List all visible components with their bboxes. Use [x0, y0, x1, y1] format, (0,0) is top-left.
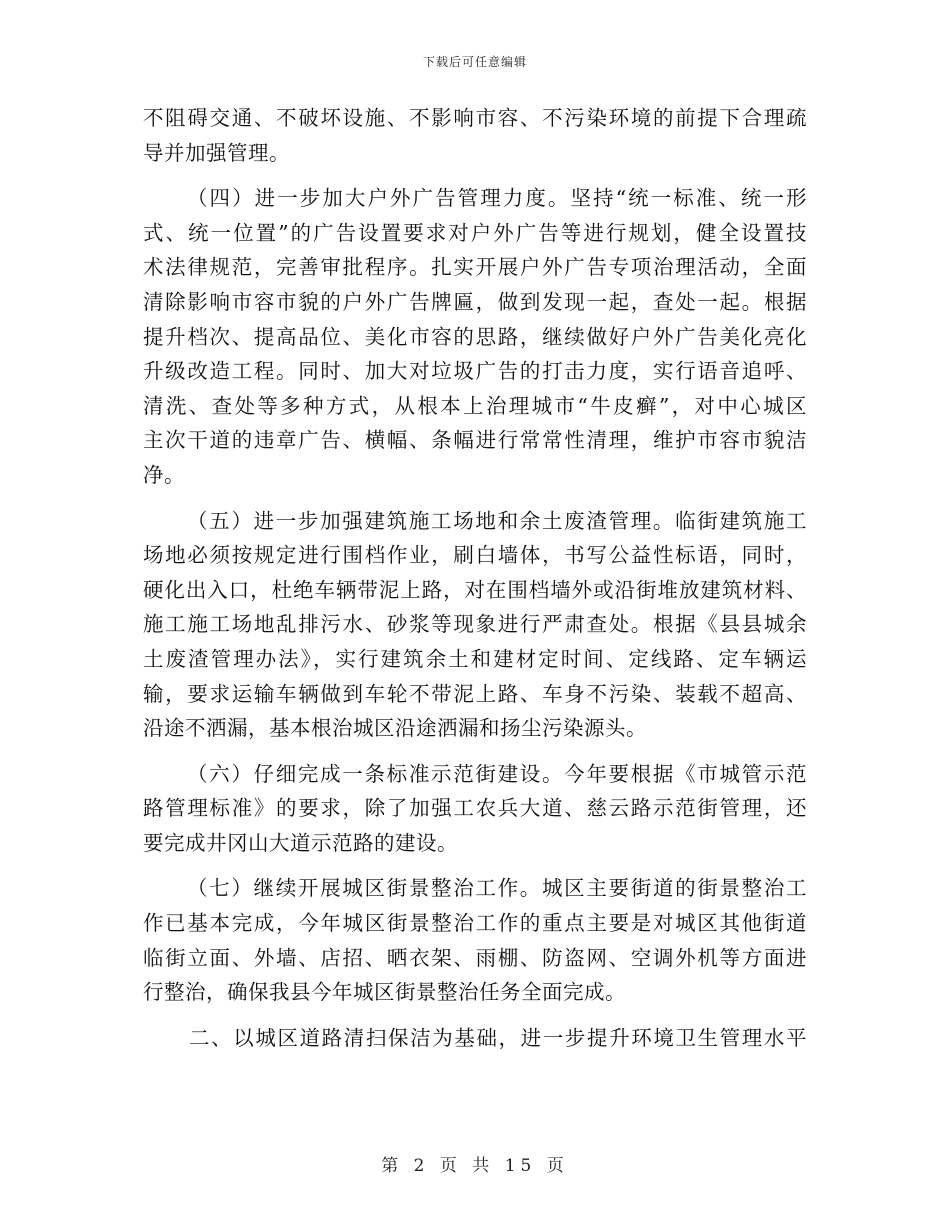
text-line: 硬化出入口，杜绝车辆带泥上路，对在围档墙外或沿街堆放建筑材料、 [143, 577, 807, 602]
text-line: 导并加强管理。 [143, 140, 290, 165]
text-line: 净。 [143, 462, 185, 487]
text-line: （七）继续开展城区街景整治工作。城区主要街道的街景整治工 [187, 876, 807, 901]
document-body [143, 101, 807, 1055]
text-line: 不阻碍交通、不破坏设施、不影响市容、不污染环境的前提下合理疏 [143, 106, 807, 130]
text-line: 沿途不洒漏，基本根治城区沿途洒漏和扬尘污染源头。 [143, 716, 647, 741]
page-footer: 第 2 页 共 15 页 [381, 1156, 569, 1176]
text-line: 路管理标准》的要求，除了加强工农兵大道、慈云路示范街管理，还 [143, 796, 807, 821]
text-line: 输，要求运输车辆做到车轮不带泥上路、车身不污染、装载不超高、 [143, 681, 807, 706]
text-line: 清洗、查处等多种方式，从根本上治理城市“牛皮癣”，对中心城区 [143, 393, 807, 418]
text-line: 清除影响市容市貌的户外广告牌匾，做到发现一起，查处一起。根据 [143, 289, 807, 314]
text-line: 式、统一位置”的广告设置要求对户外广告等进行规划，健全设置技 [143, 220, 807, 245]
section-heading [143, 1021, 807, 1056]
text-line: （四）进一步加大户外广告管理力度。坚持“统一标准、统一形 [187, 186, 807, 211]
text-line: （六）仔细完成一条标准示范街建设。今年要根据《市城管示范 [187, 761, 807, 786]
text-line: 土废渣管理办法》，实行建筑余土和建材定时间、定线路、定车辆运 [143, 646, 807, 671]
text-line: 行整治，确保我县今年城区街景整治任务全面完成。 [143, 980, 626, 1005]
text-line: 要完成井冈山大道示范路的建设。 [143, 830, 458, 855]
text-line: 场地必须按规定进行围档作业，刷白墙体，书写公益性标语，同时， [143, 543, 807, 568]
paragraph [143, 101, 807, 170]
paragraph [143, 871, 807, 1009]
text-line: 作已基本完成，今年城区街景整治工作的重点主要是对城区其他街道 [143, 911, 807, 936]
page-header: 下载后可任意编辑 [422, 55, 527, 69]
text-line: 术法律规范，完善审批程序。扎实开展户外广告专项治理活动，全面 [143, 255, 807, 280]
text-line: 升级改造工程。同时、加大对垃圾广告的打击力度，实行语音追呼、 [143, 359, 807, 384]
paragraph [143, 181, 807, 492]
paragraph [143, 757, 807, 861]
text-line: 临街立面、外墙、店招、晒衣架、雨棚、防盗网、空调外机等方面进 [143, 945, 807, 970]
text-line: 二、以城区道路清扫保洁为基础，进一步提升环境卫生管理水平 [189, 1025, 807, 1050]
paragraph [143, 504, 807, 746]
text-line: 主次干道的违章广告、横幅、条幅进行常常性清理，维护市容市貌洁 [143, 428, 807, 453]
text-line: （五）进一步加强建筑施工场地和余土废渣管理。临街建筑施工 [187, 508, 807, 533]
text-line: 提升档次、提高品位、美化市容的思路，继续做好户外广告美化亮化 [143, 324, 807, 349]
text-line: 施工施工场地乱排污水、砂浆等现象进行严肃查处。根据《县县城余 [143, 612, 807, 637]
